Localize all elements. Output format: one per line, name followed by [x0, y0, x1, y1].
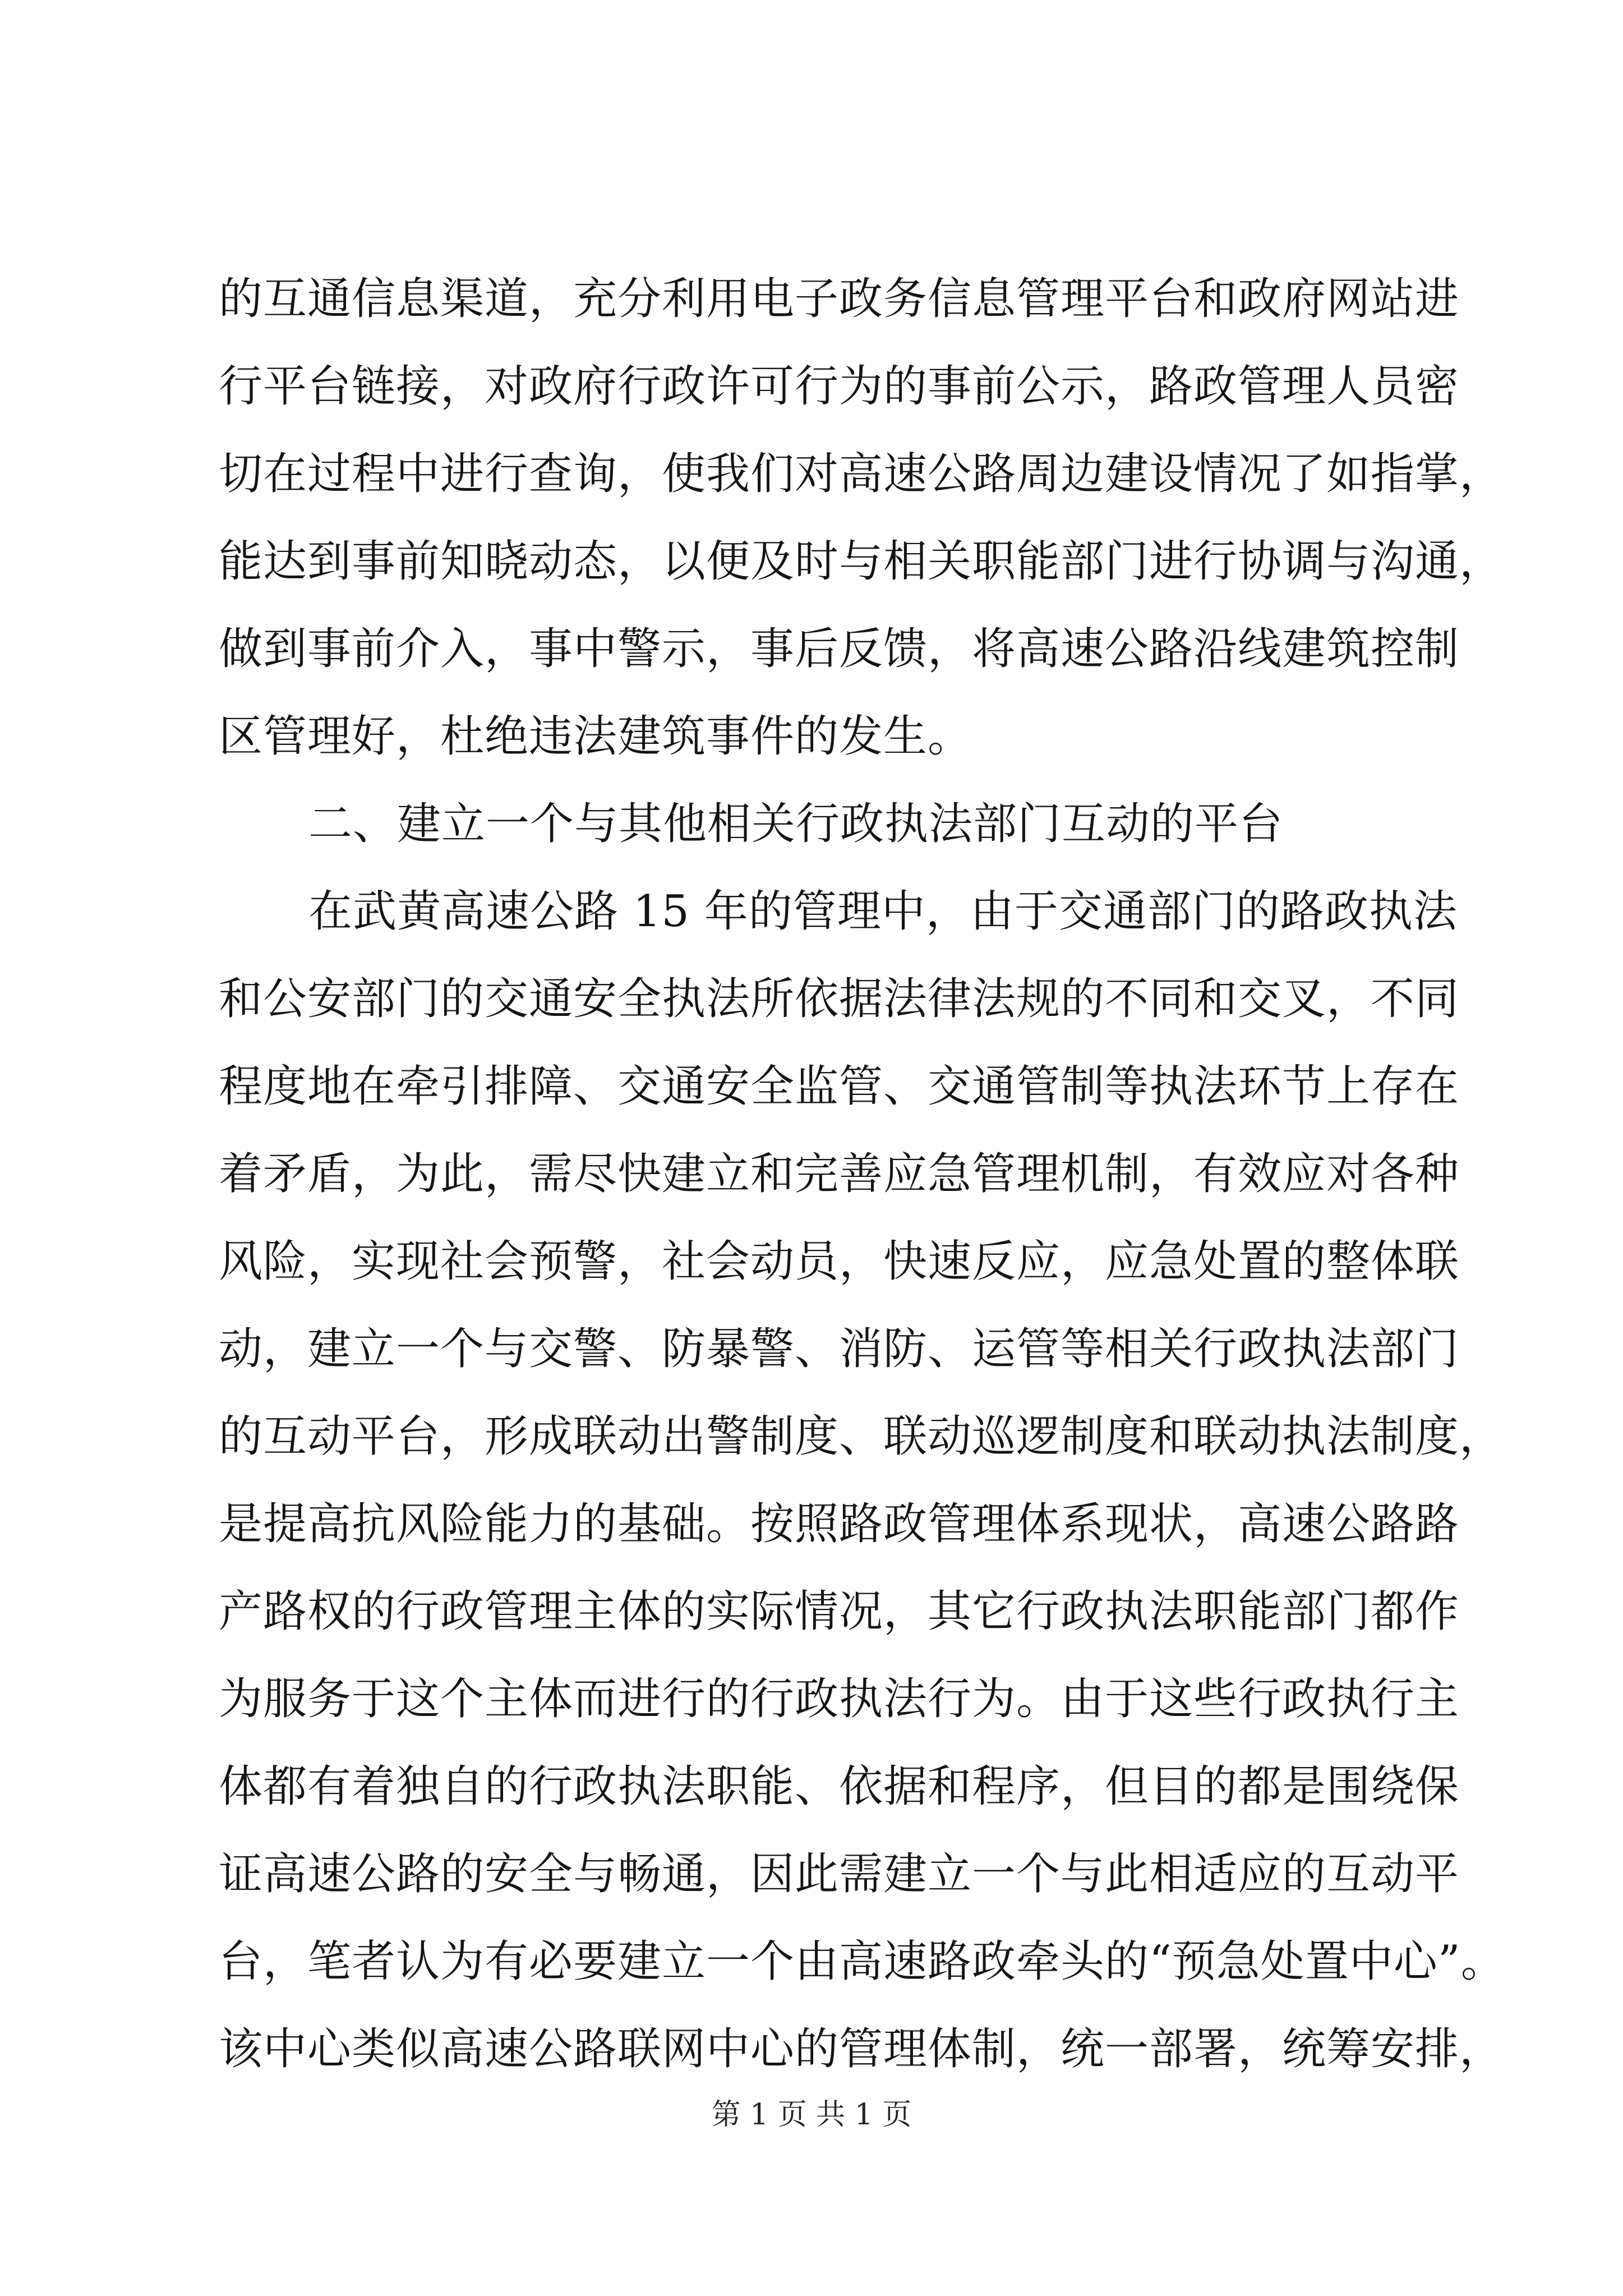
text-line-10: 程度地在牵引排障、交通安全监管、交通管制等执法环节上存在 [219, 1061, 1460, 1112]
text-line-2: 行平台链接，对政府行政许可行为的事前公示，路政管理人员密 [219, 361, 1460, 412]
section-heading: 二、建立一个与其他相关行政执法部门互动的平台 [308, 799, 1284, 849]
text-line-18: 体都有着独自的行政执法职能、依据和程序，但目的都是围绕保 [219, 1761, 1460, 1812]
text-line-4: 能达到事前知晓动态，以便及时与相关职能部门进行协调与沟通， [219, 536, 1504, 587]
text-line-19: 证高速公路的安全与畅通，因此需建立一个与此相适应的互动平 [219, 1849, 1460, 1899]
text-line-8: 在武黄高速公路 15 年的管理中，由于交通部门的路政执法 [308, 886, 1458, 937]
document-body [219, 255, 1505, 2093]
text-line-5: 做到事前介入，事中警示，事后反馈，将高速公路沿线建筑控制 [219, 624, 1460, 674]
text-line-13: 动，建立一个与交警、防暴警、消防、运管等相关行政执法部门 [219, 1324, 1460, 1374]
text-line-16: 产路权的行政管理主体的实际情况，其它行政执法职能部门都作 [219, 1586, 1460, 1637]
text-line-21: 该中心类似高速公路联网中心的管理体制，统一部署，统筹安排， [219, 2024, 1504, 2074]
text-line-3: 切在过程中进行查询，使我们对高速公路周边建设情况了如指掌， [219, 449, 1504, 499]
text-line-1: 的互通信息渠道，充分利用电子政务信息管理平台和政府网站进 [219, 274, 1460, 324]
text-line-14: 的互动平台，形成联动出警制度、联动巡逻制度和联动执法制度， [219, 1411, 1504, 1462]
page-footer [0, 2095, 1623, 2134]
page-number-label: 第 1 页 共 1 页 [711, 2098, 912, 2132]
text-line-9: 和公安部门的交通安全执法所依据法律法规的不同和交叉，不同 [219, 974, 1460, 1024]
text-line-17: 为服务于这个主体而进行的行政执法行为。由于这些行政执行主 [219, 1674, 1460, 1724]
text-line-12: 风险，实现社会预警，社会动员，快速反应，应急处置的整体联 [219, 1236, 1460, 1287]
text-line-20: 台，笔者认为有必要建立一个由高速路政牵头的“预急处置中心”。 [219, 1936, 1505, 1987]
text-line-11: 着矛盾，为此，需尽快建立和完善应急管理机制，有效应对各种 [219, 1149, 1460, 1199]
text-line-15: 是提高抗风险能力的基础。按照路政管理体系现状，高速公路路 [219, 1499, 1460, 1549]
text-line-6: 区管理好，杜绝违法建筑事件的发生。 [219, 711, 972, 762]
